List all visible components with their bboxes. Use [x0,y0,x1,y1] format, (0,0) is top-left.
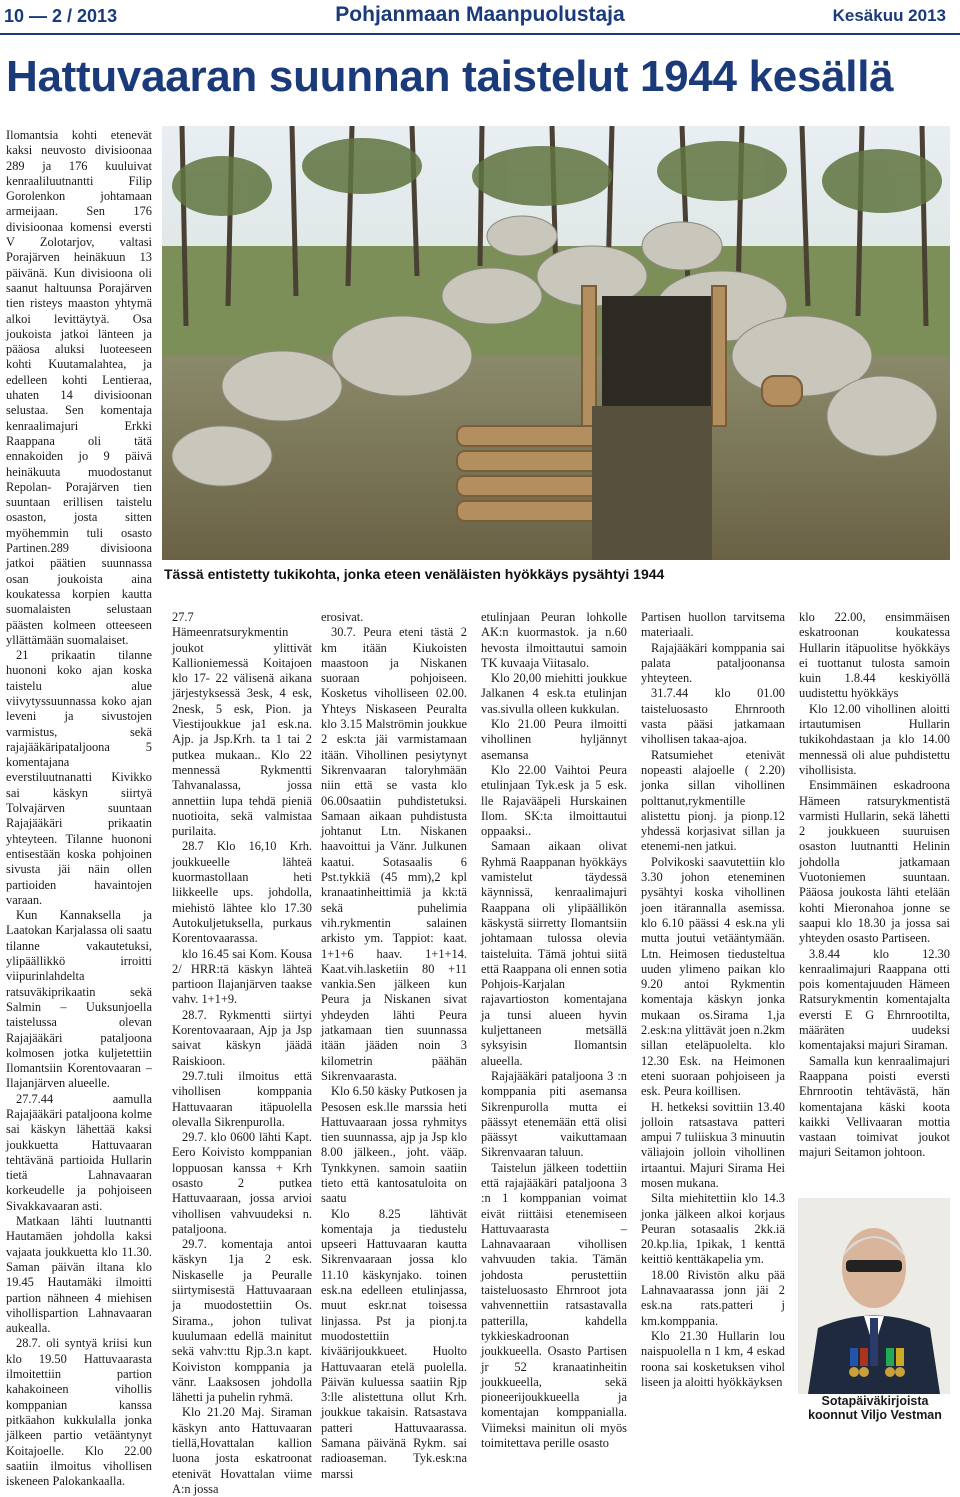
paragraph: Rajajääkäri komppania sai palata pataljoonansa yhteyteen. [641,640,785,686]
article-headline: Hattuvaaran suunnan taistelut 1944 kesällä [6,52,894,101]
paragraph: erosivat. [321,610,364,624]
portrait-caption-line1: Sotapäiväkirjoista [821,1394,929,1408]
paragraph: Ratsumiehet etenivät nopeasti alajoelle ( 2.20) jonka sillan vihollinen polttanut,rykmentille alistettu pionj. ja pionp.12 yhdessä korjasivat sillan ja etenemi-nen jatkui. [641,747,785,854]
paragraph: Klo 21.00 Peura ilmoitti vihollinen hyljännyt asemansa [481,717,627,762]
paragraph: 18.00 Rivistön alku pää Lahnavaarassa jonn jäi 2 esk.na rats.patteri j km.komppania. [641,1267,785,1328]
article-column-5 [641,610,785,1422]
header-rule [0,33,960,35]
paragraph: Klo 22.00 Vaihtoi Peura etulinjaan Tyk.esk ja 5 esk. lle Rajavääpeli Hurskainen Ilom. SK:ta ilmoittautui oppaaksi.. [481,762,627,839]
paragraph: Rajajääkäri pataljoona 3 :n komppania piti asemansa Sikrenpurolla mutta ei päässyt etenemään että olisi päässyt vaikuttamaan Sikrenvaaran taluun. [481,1068,627,1160]
paragraph: H. hetkeksi sovittiin 13.40 jolloin ratsastava patteri ampui 7 tuliiskua 3 minuutin väliajoin jolloin vihollinen irtaantui. Majuri Sirama Hei mosen mukana. [641,1099,785,1190]
portrait-caption [800,1394,950,1422]
paragraph: Klo 8.25 lähtivät komentaja ja tiedustelu upseeri Hattuvaaran kautta Sikrenvaaraan jossa klo 11.10 käskynjako. toinen esk.na edelleen etulinjassa, muut eskr.nat toisessa linjassa. Pst ja pionj.ta muodostettiin kiväärijoukkueet. Huolto Hattuvaaran etelä puolella. Päivän kuluessa saatiin Rjp 3:lle alistettuna ollut Krh. joukkue takaisin. Ratsastava patteri Hattuvaarassa. Samana päivänä Rykm. sai radioaseman. Tyk.esk:na marssi [321,1206,467,1481]
paragraph: etulinjaan Peuran lohkolle AK:n kuormastok. ja n.60 hevosta ilmoittautui samoin TK kuvaaja Viitasalo. [481,610,627,670]
paragraph: 28.7 Klo 16,10 Krh. joukkueelle lähteä kuormastollaan heti liikkeelle ups. johdolla, miehistö lähtee klo 17.30 Autokuljetuksella, purkaus Korentovaarassa. [172,839,312,946]
paragraph: 29.7. komentaja antoi käskyn 1ja 2 esk. Niskaselle ja Peuralle siirtymisestä Hattuvaaraan ja muodostettiin Os. Sirama., johon tulivat kuulumaan edellä mainitut sekä vahv:ttu Rjp.3.n kapt. Koiviston komppania ja vänr. Laaksosen johdolla lähetti ja puhelin ryhmä. [172,1237,312,1405]
paragraph: Klo 21.20 Maj. Siraman käskyn anto Hattuvaaran tiellä,Hovattalan kallion luona josta eskatroonat etenivät Hovattalan viime A:n jossa [172,1405,312,1496]
paragraph: Partisen huollon tarvitsema materiaali. [641,610,785,640]
author-portrait [798,1198,950,1394]
paragraph: Polvikoski saavutettiin klo 3.30 johon eteneminen pysähtyi koska vihollinen joen itärannalla asemissa. klo 6.10 päässi 4 esk.na yli mutta joutui vetääntymään. Ltn. Heimosen tiedusteltua uuden ylimeno paikan klo 9.20 antoi Rykmentin komentaja käskyn jonka mukaan os.Sirama 1,ja 2.esk:na ylittävät joen n.2km sillan eteläpuolelta. klo 12.30 Esk. na Heimonen eteni suoraan pohjoiseen ja esk. Peura koillisen. [641,854,785,1099]
paragraph: klo 16.45 sai Kom. Kousa 2/ HRR:tä käskyn lähteä partioon Ilajanjärven taakse vahv. 1+1+9. [172,946,312,1007]
paragraph: 29.7.tuli ilmoitus että vihollisen komppania Hattuvaaran itäpuolella olevalla Sikrenpurolla. [172,1068,312,1129]
paragraph: Kun Kannaksella ja Laatokan Karjalassa oli saatu tilanne vakautetuksi, ylipäällikkö irroitti viipurinlahdelta ratsuväkiprikaatin sekä Salmin – Uuksunjoella taistelussa olevan Rajajääkäri pataljoona kolmosen jotka kuljetettiin Ilomantsiin Korentovaaran – Ilajanjärven alueelle. [6,908,152,1091]
portrait-caption-line2: koonnut Viljo Vestman [808,1408,942,1422]
paragraph: 28.7. Rykmentti siirtyi Korentovaaraan, Ajp ja Jsp saivat käskyn jäädä Raiskioon. [172,1007,312,1068]
paragraph: 30.7. Peura eteni tästä 2 km itään Kiukoisten maastoon ja Niskanen suoraan pohjoiseen. Kosketus viholliseen 02.00. Yhteys Niskaseen Peuralta klo 3.15 Malströmin joukkue 2 esk:ta jäi varmistamaan itään. Vihollinen pesiytynyt Sikrenvaaran taloryhmään niin että se vasta klo 06.00saatiin puhdistetuksi. Samaan aikaan puhdistusta johtanut Ltn. Niskanen haavoittui ja Vänr. Julkunen kaatui. Sotasaalis 6 Pst.tykkiä (45 mm),2 kpl kranaatinheittimiä ja kk:tä sekä puhelimia vih.rykmentin salainen arkisto ym. Tappiot: kaat. 1+1+6 haav. 1+1+14. Kaat.vih.lasketiin 80 +11 vankia.Sen jälkeen kun Peura ja Niskanen sivat yhdeyden lähti Peura jatkamaan tien suunnassa itään jääden noin 3 kilometrin päähän Sikrenvaarasta. [321,625,467,1083]
paragraph: Klo 12.00 vihollinen aloitti irtautumisen Hullarin tukikohdastaan ja klo 14.00 mennessä oli alue puhdistettu vihollisista. [799,701,950,777]
paragraph: klo 22.00, ensimmäisen eskatroonan koukatessa Hullarin itäpuolitse hyökkäys ei tuottanut tulosta samoin kuin 1.8.44 keskiyöllä uudistettu hyökkäys [799,610,950,701]
paragraph: Ilomantsia kohti etenevät kaksi neuvosto divisioonaa 289 ja 176 kuuluivat kenraaliluutnantti Filip Gorolenkon johtamaan armeijaan. Sen 176 divisioonaa komensi eversti V Zolotarjov, valtasi Porajärven heinäkuun 13 päivänä. Kun divisioona oli saanut haltuunsa Porajärven tien risteys maaston yhtymä alkoi levittäytyä. Osa joukoista jatkoi länteen ja pääosa aluksi luoteeseen kohti Kuutamalahtea, ja edelleen kohti Lentieraa, uhaten 14 divisioonan selustaa. Sen komentaja kenraalimajuri Erkki Raappana oli tätä ennakoiden jo 9 päivä heinäkuuta muodostanut Repolan- Porajärven tien suuntaan erillisen taistelu osaston, josta sitten myöhemmin tuli osasto Partinen.289 divisioona jatkoi päätien suunnassa osan joukoista aina koukatessa korpien kautta suomalaisten selustaan päästen kolmeen otteeseen yllättämään suomalaiset. [6,128,152,647]
paragraph: 27.7 Hämeenratsurykmentin joukot ylittivät Kallioniemessä Koitajoen klo 17- 22 välisenä aikana järjestyksessä 3esk, 4 esk, 2nesk, 5 esk, Pion. ja Viestijoukkue ja1 esk.na. Ajp. ja Jsp.Krh. ta 1 tai 2 putkea mukaan.. Klo 22 mennessä Rykmentti Tahvanalassa, jossa annettiin lupa tehdä pieniä nuotioita, sekä valmistaa purilaita. [172,610,312,839]
paragraph: Samaan aikaan olivat Ryhmä Raappanan hyökkäys vamistelut täydessä käynnissä, kenraalimajuri Raappana oli ylipäällikön käskystä siirretty Ilomantsiin johtamaan tulossa olevia taisteluita. Tämä johtui siitä että Raappana oli ennen sotia Pohjois-Karjalan rajavartioston komentajana ja tunsi alueen hyvin kuljettaneen metsällä syksyisin Ilomantsin alueella. [481,839,627,1068]
paragraph: Taistelun jälkeen todettiin että rajajääkäri pataljoona 3 :n 1 komppanian voimat eivät riittäisi etenemiseen Hattuvaarasta – Lahnavaaraan vihollisen vahvuuden takia. Tämän johdosta perustettiin taisteluosasto Ehrnroot jota vahvennettiin ratsastavalla patterilla, kahdella tykkieskadroonan joukkueella. Osasto Partisen jr 52 kranaatinheitin joukkueella, sekä pioneerijoukkueella ja komentajan komppanialla. Viimeksi mainitun oli myös toimitettava perille osasto [481,1160,627,1451]
paragraph: 31.7.44 klo 01.00 taisteluosasto Ehrnrooth vasta pääsi jatkamaan vihollisen takaa-ajoa. [641,686,785,747]
paragraph: 28.7. oli syntyä kriisi kun klo 19.50 Hattuvaarasta ilmoitettiin partion kahakoineen vihollis komppanian kanssa pitkäahon kukkulalla jonka jälkeen partio vetääntynyt Koitajoelle. Klo 22.00 saatiin ilmoitus vihollisen iskeneen Palokankaalla. [6,1336,152,1489]
paragraph: 29.7. klo 0600 lähti Kapt. Eero Koivisto komppanian loppuosan kanssa + Krh osasto 2 putkea Hattuvaaraan, jossa arvioi vihollisen vahvuudeksi n. pataljoona. [172,1130,312,1236]
photo-caption: Tässä entistetty tukikohta, jonka eteen venäläisten hyökkäys pysähtyi 1944 [164,566,665,582]
page-number: 10 — 2 / 2013 [4,6,118,26]
issue-date: Kesäkuu 2013 [832,6,946,25]
article-column-6 [799,610,950,1192]
paragraph: Klo 6.50 käsky Putkosen ja Pesosen esk.lle marssia heti Hattuvaaraan jossa ryhmitys tien suunnassa, ajp ja Jsp klo 8.00 jälkeen., joht. vääp. Tynkkynen. samoin saatiin tieto että kantosatuloita on saatu [321,1084,467,1206]
article-column-1 [6,128,152,1489]
bunker-photo [162,126,950,560]
article-column-3 [321,610,467,1481]
article-column-4 [481,610,627,1451]
paragraph: 21 prikaatin tilanne huononi koko ajan koska taistelu alue viivytyssuunnassa koko ajan leveni ja sivustojen varmistus, sekä rajajääkäripataljoona 5 komentajana everstiluutnanatti Kivikko sai käskyn siirtyä Tolvajärven suuntaan Rajajääkäri prikaatin yhteyteen. Tilanne huononi entisestään koska pohjoinen sivusta jäi näin ollen partioiden havaintojen varaan. [6,648,152,907]
paragraph: Silta miehitettiin klo 14.3 jonka jälkeen alkoi korjaus Peuran sotasaalis 2kk.iä 20.kp.lia, 1pikak, 1 kenttä keittiö kenttäkapelia ym. [641,1191,785,1267]
paragraph: Ensimmäinen eskadroona Hämeen ratsurykmentistä varmisti Hullarin, sekä lähetti 2 joukkueen suuruisen osaston luutnantti Helinin johdolla jatkamaan Vuotoniemen suuntaan. Pääosa joukosta lähti etelään kohti Mieronahoa jonne se saapui klo 18.30 ja jossa sai yhteyden osasto Partiseen. [799,778,950,946]
paragraph: Matkaan lähti luutnantti Hautamäen johdolla kaksi vajaata joukkuetta klo 11.30. Saman päivän iltana klo 19.45 Hautamäki ilmoitti partion nähneen 4 miehisen vihollispartion Lahnavaaran aukealla. [6,1214,152,1336]
paragraph: 3.8.44 klo 12.30 kenraalimajuri Raappana otti pois komentajuuden Hämeen Ratsurykmentin komentajalta eversti E G Ehrnrootilta, määräten uudeksi komentajaksi majuri Siraman. [799,946,950,1053]
paragraph: Klo 20,00 miehitti joukkue Jalkanen 4 esk.ta etulinjan vas.sivulla olleen kukkulan. [481,671,627,716]
newspaper-name: Pohjanmaan Maanpuolustaja [335,3,625,26]
paragraph: Samalla kun kenraalimajuri Raappana poisti eversti Ehrnrootin tehtävästä, hän komentajana käski koota kaikki Vellivaaran mottia vastaan toimivat joukot majuri Seitamon johtoon. [799,1053,950,1160]
paragraph: 27.7.44 aamulla Rajajääkäri pataljoona kolme sai käskyn lähettää kaksi joukkuetta Hattuvaaran tehtävänä partioida Hullarin tietä Lahnavaaran korkeudelle ja pohjoiseen Sivakkavaaran asti. [6,1091,152,1213]
paragraph: Klo 21.30 Hullarin lou naispuolella n 1 km, 4 eskad roona sai kosketuksen vihol liseen ja aloitti hyökkäyksen [641,1328,785,1389]
page-header [0,0,960,34]
article-column-2 [172,610,312,1496]
